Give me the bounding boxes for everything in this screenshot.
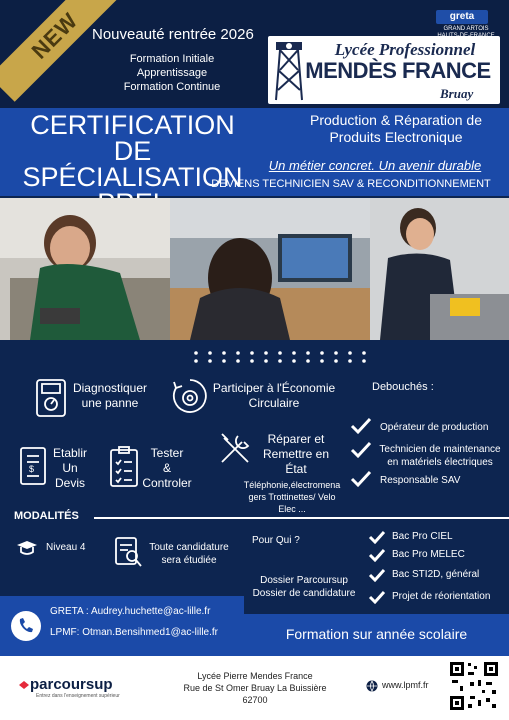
- reparer-sub-2: gers Trottinettes/ Velo: [248, 492, 336, 502]
- formation-continue: Formation Continue: [123, 81, 221, 93]
- feature-diagnostiquer: [72, 381, 148, 411]
- photo-computer-room: [170, 198, 370, 340]
- technicien-line-2: en matériels électriques: [387, 457, 493, 468]
- check-icon: [368, 530, 386, 544]
- lycee-name-line3: Bruay: [440, 86, 474, 101]
- contact-greta: GRETA : Audrey.huchette@ac-lille.fr: [50, 606, 211, 617]
- candidature-line-2: sera étudiée: [161, 555, 217, 566]
- feature-economie: [212, 381, 336, 411]
- debouches-title: Debouchés :: [372, 381, 434, 393]
- new-badge: NEW: [0, 0, 121, 102]
- address-line-2: Rue de St Omer Bruay La Buissière: [183, 683, 327, 693]
- debouche-technicien: [378, 443, 502, 469]
- niveau-text: Niveau 4: [46, 542, 86, 553]
- lycee-name-line2: MENDÈS FRANCE: [305, 58, 491, 83]
- reparer-sub-3: Elec ...: [278, 504, 306, 514]
- check-icon: [368, 568, 386, 582]
- debouche-operateur: Opérateur de production: [380, 422, 489, 433]
- formations-list: [112, 52, 232, 94]
- diag-line-1: Diagnostiquer: [72, 381, 148, 395]
- devis-line-3: Devis: [54, 476, 85, 490]
- greta-sub-1: GRAND ARTOIS: [443, 26, 489, 32]
- bac-ciel: Bac Pro CIEL: [392, 531, 453, 542]
- slogan: Un métier concret. Un avenir durable: [268, 158, 482, 173]
- photo-electronics: [370, 198, 509, 340]
- reparer-examples: [236, 479, 348, 515]
- dossier-line-2: Dossier de candidature: [252, 588, 356, 599]
- technicien-line-1: Technicien de maintenance: [379, 444, 501, 455]
- reparer-line-3: État: [285, 462, 307, 476]
- check-icon: [368, 548, 386, 562]
- projet-reorientation: Projet de réorientation: [392, 591, 491, 602]
- formation-annee-text: Formation sur année scolaire: [285, 626, 468, 642]
- parcoursup-logo: parcoursup: [30, 676, 113, 693]
- website-link[interactable]: www.lpmf.fr: [382, 680, 429, 690]
- technician-line: DEVIENS TECHNICIEN SAV & RECONDITIONNEMENT: [211, 178, 491, 190]
- document-search-icon: [114, 536, 144, 568]
- cert-line-1: CERTIFICATION DE: [30, 110, 235, 166]
- modalites-title: MODALITÉS: [14, 510, 79, 522]
- parcoursup-logo-icon: [18, 680, 30, 690]
- decorative-dots: [190, 350, 370, 364]
- devis-line-1: Etablir: [52, 446, 87, 460]
- reparer-line-2: Remettre en: [262, 447, 330, 461]
- qr-code-icon[interactable]: [448, 660, 500, 712]
- tester-line-1: Tester: [150, 446, 184, 460]
- svg-text:$: $: [29, 464, 35, 474]
- formation-initiale: Formation Initiale: [129, 53, 215, 65]
- pour-qui-text: Pour Qui ?: [252, 535, 300, 546]
- photo-soldering: [0, 198, 170, 340]
- graduation-cap-icon: [16, 540, 38, 556]
- parcoursup-subtitle: Entrez dans l'enseignement supérieur: [36, 693, 120, 699]
- devis-line-2: Un: [62, 461, 78, 475]
- diag-line-2: une panne: [81, 396, 139, 410]
- invoice-icon: [18, 446, 48, 486]
- reparer-sub-1: Téléphonie,électromena: [243, 480, 341, 490]
- bac-melec: Bac Pro MELEC: [392, 549, 465, 560]
- modalites-divider: [94, 517, 509, 519]
- eco-line-2: Circulaire: [248, 396, 300, 410]
- greta-logo: greta: [436, 10, 488, 24]
- formation-apprentissage: Apprentissage: [136, 67, 208, 79]
- feature-tester: [140, 446, 194, 491]
- globe-icon: [366, 680, 378, 692]
- check-icon: [350, 441, 372, 459]
- dossier-line-1: Dossier Parcoursup: [260, 575, 348, 586]
- lycee-name-line1: Lycée Professionnel: [334, 40, 476, 59]
- check-icon: [368, 590, 386, 604]
- tester-line-2: &: [162, 461, 171, 475]
- production-line-2: Produits Electronique: [329, 129, 463, 145]
- production-title: [290, 112, 502, 146]
- dossier-text: [246, 574, 362, 600]
- footer-address: [160, 670, 350, 706]
- feature-reparer: [256, 432, 336, 477]
- multimeter-icon: [34, 378, 68, 418]
- cert-line-2: SPÉCIALISATION: [22, 162, 243, 192]
- novelty-text: Nouveauté rentrée 2026: [92, 26, 254, 43]
- tester-line-3: Controler: [142, 476, 192, 490]
- phone-icon: [10, 610, 42, 642]
- address-line-3: 62700: [242, 695, 268, 705]
- check-icon: [350, 417, 372, 435]
- address-line-1: Lycée Pierre Mendes France: [197, 671, 313, 681]
- feature-devis: [50, 446, 90, 491]
- debouche-sav: Responsable SAV: [380, 475, 461, 486]
- contact-lpmf: LPMF: Otman.Bensihmed1@ac-lille.fr: [50, 627, 218, 638]
- check-icon: [350, 470, 372, 488]
- test-checklist-icon: [108, 446, 140, 488]
- eco-line-1: Participer à l'Économie: [212, 381, 336, 395]
- candidature-line-1: Toute candidature: [149, 542, 229, 553]
- reparer-line-1: Réparer et: [267, 432, 325, 446]
- bac-sti2d: Bac STI2D, général: [392, 569, 480, 580]
- recycle-gear-icon: [170, 376, 210, 416]
- tools-icon: [216, 430, 256, 468]
- candidature-text: [146, 541, 232, 567]
- production-line-1: Production & Réparation de: [310, 112, 482, 128]
